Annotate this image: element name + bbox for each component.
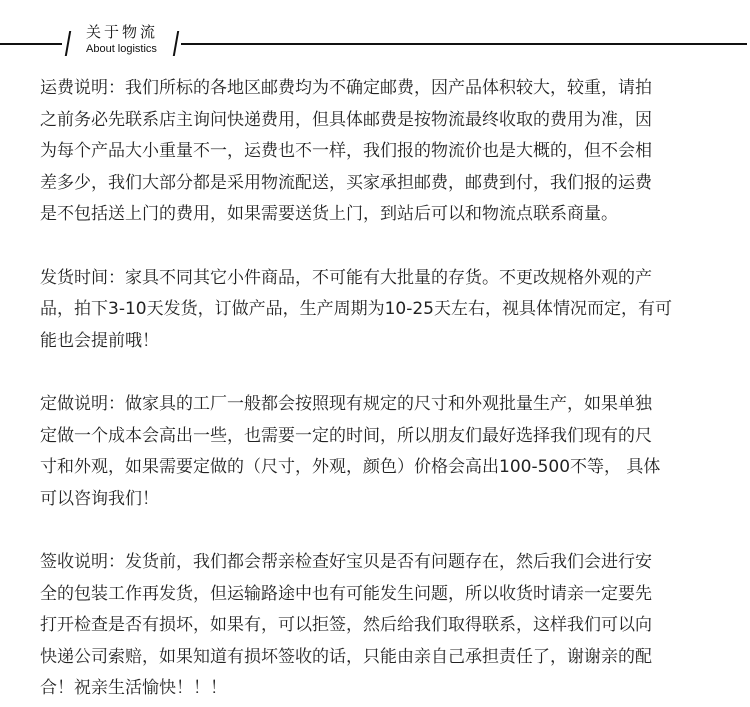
receipt-section <box>40 547 720 705</box>
policy-content <box>40 73 720 705</box>
text-line: 为每个产品大小重量不一，运费也不一样，我们报的物流价也是大概的，但不会相 <box>40 141 652 161</box>
text-line: 能也会提前哦！ <box>40 330 159 351</box>
header-title-cn: 关于物流 <box>86 23 159 41</box>
text-line: 差多少，我们大部分都是采用物流配送，买家承担邮费，邮费到付，我们报的运费 <box>40 172 652 193</box>
text-line: 定做说明：做家具的工厂一般都会按照现有规定的尺寸和外观批量生产，如果单独 <box>40 394 652 414</box>
header-slash-right <box>173 31 179 56</box>
logistics-header <box>0 0 750 66</box>
text-line: 发货时间：家具不同其它小件商品，不可能有大批量的存货。不更改规格外观的产 <box>40 267 652 288</box>
text-line: 全的包装工作再发货，但运输路途中也有可能发生问题，所以收货时请亲一定要先 <box>40 583 652 604</box>
header-title-en: About logistics <box>86 43 157 55</box>
text-line: 可以咨询我们！ <box>40 488 159 509</box>
text-line: 寸和外观，如果需要定做的（尺寸，外观，颜色）价格会高出100-500不等， 具体 <box>40 457 661 477</box>
text-line: 签收说明：发货前，我们都会帮亲检查好宝贝是否有问题存在，然后我们会进行安 <box>40 552 652 572</box>
text-line: 之前务必先联系店主询问快递费用，但具体邮费是按物流最终收取的费用为准，因 <box>40 109 652 130</box>
header-rule-left <box>0 43 62 45</box>
text-line: 定做一个成本会高出一些，也需要一定的时间，所以朋友们最好选择我们现有的尺 <box>40 425 652 446</box>
text-line: 运费说明：我们所标的各地区邮费均为不确定邮费，因产品体积较大，较重，请拍 <box>40 78 652 98</box>
text-line: 品，拍下3-10天发货，订做产品，生产周期为10-25天左右，视具体情况而定，有可 <box>40 299 672 319</box>
text-line: 快递公司索赔，如果知道有损坏签收的话，只能由亲自己承担责任了，谢谢亲的配 <box>40 646 652 667</box>
header-slash-left <box>65 31 71 56</box>
custom-order-section <box>40 389 720 515</box>
shipping-fee-section <box>40 73 720 231</box>
header-rule-right <box>181 43 747 45</box>
text-line: 是不包括送上门的费用，如果需要送货上门，到站后可以和物流点联系商量。 <box>40 204 618 224</box>
text-line: 打开检查是否有损坏，如果有，可以拒签，然后给我们取得联系，这样我们可以向 <box>40 615 652 635</box>
delivery-time-section <box>40 263 720 358</box>
text-line: 合！祝亲生活愉快！！！ <box>40 678 227 698</box>
